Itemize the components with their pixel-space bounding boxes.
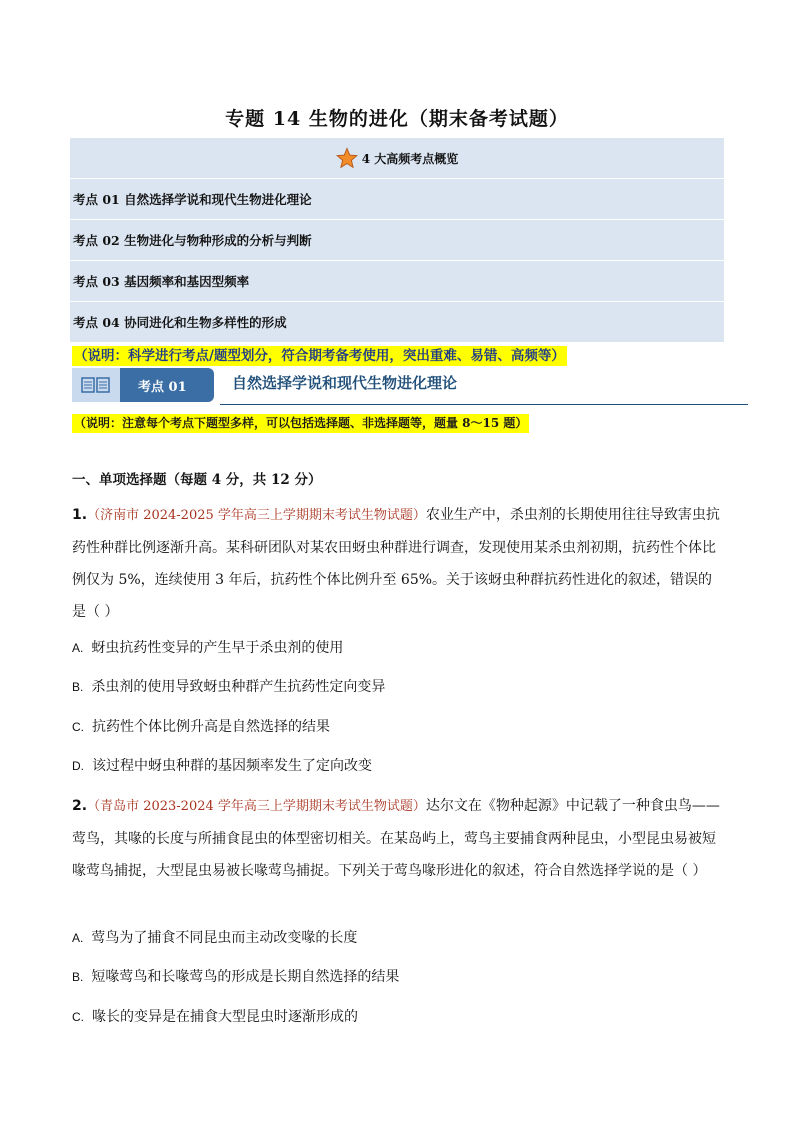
question-number: 1. bbox=[72, 507, 88, 523]
section-tab bbox=[72, 368, 214, 402]
option-letter: C. bbox=[72, 720, 84, 734]
overview-table bbox=[70, 138, 724, 343]
overview-header bbox=[70, 138, 724, 179]
question-stem: 农业生产中，杀虫剂的长期使用往往导致害虫抗药性种群比例逐渐升高。某科研团队对某农田蚜虫种群进行调查，发现使用某杀虫剂初期，抗药性个体比例仅为 5%，连续使用 3 年后，抗药性个体比例升至 65%。关于该蚜虫种群抗药性进化的叙述，错误的是（ ） bbox=[72, 507, 720, 620]
option-text: 抗药性个体比例升高是自然选择的结果 bbox=[92, 719, 330, 735]
option-letter: B. bbox=[72, 680, 84, 694]
question-source: （济南市 2024-2025 学年高三上学期期末考试生物试题） bbox=[87, 508, 426, 523]
option-letter: B. bbox=[72, 970, 84, 984]
overview-item-04: 考点 04 协同进化和生物多样性的形成 bbox=[70, 302, 724, 343]
option-text: 短喙莺鸟和长喙莺鸟的形成是长期自然选择的结果 bbox=[91, 969, 400, 985]
option-letter: D. bbox=[72, 759, 84, 773]
book-icon bbox=[72, 368, 120, 402]
star-icon bbox=[336, 147, 358, 169]
option-b bbox=[72, 967, 399, 987]
overview-header-label: 4 大高频考点概览 bbox=[361, 151, 459, 166]
option-text: 该过程中蚜虫种群的基因频率发生了定向改变 bbox=[92, 758, 372, 774]
explanation-note: （说明：科学进行考点/题型划分，符合期考备考使用，突出重难、易错、高频等） bbox=[74, 348, 565, 364]
section-header bbox=[72, 368, 748, 404]
option-d bbox=[72, 756, 372, 776]
option-b bbox=[72, 677, 385, 697]
question-type-note: （说明：注意每个考点下题型多样，可以包括选择题、非选择题等，题量 8～15 题） bbox=[72, 414, 529, 433]
section-tab-label: 考点 01 bbox=[138, 379, 187, 395]
option-letter: A. bbox=[72, 641, 84, 655]
part-heading: 一、单项选择题（每题 4 分，共 12 分） bbox=[72, 472, 322, 488]
page-title: 专题 14 生物的进化（期末备考试题） bbox=[225, 108, 569, 130]
overview-item-03: 考点 03 基因频率和基因型频率 bbox=[70, 261, 724, 302]
question-1 bbox=[72, 499, 724, 628]
option-text: 莺鸟为了捕食不同昆虫而主动改变喙的长度 bbox=[91, 930, 358, 946]
question-2 bbox=[72, 790, 724, 887]
question-number: 2. bbox=[72, 798, 88, 814]
option-c bbox=[72, 717, 330, 737]
overview-item-02: 考点 02 生物进化与物种形成的分析与判断 bbox=[70, 220, 724, 261]
section-title: 自然选择学说和现代生物进化理论 bbox=[232, 374, 458, 392]
option-a bbox=[72, 928, 357, 948]
section-divider bbox=[220, 404, 748, 405]
option-letter: C. bbox=[72, 1010, 84, 1024]
option-text: 杀虫剂的使用导致蚜虫种群产生抗药性定向变异 bbox=[91, 679, 386, 695]
question-stem: 达尔文在《物种起源》中记载了一种食虫鸟——莺鸟，其喙的长度与所捕食昆虫的体型密切相关。在某岛屿上，莺鸟主要捕食两种昆虫，小型昆虫易被短喙莺鸟捕捉，大型昆虫易被长喙莺鸟捕捉。下列关于莺鸟喙形进化的叙述，符合自然选择学说的是（ ） bbox=[72, 798, 720, 879]
question-source: （青岛市 2023-2024 学年高三上学期期末考试生物试题） bbox=[87, 799, 426, 814]
option-text: 蚜虫抗药性变异的产生早于杀虫剂的使用 bbox=[91, 640, 344, 656]
overview-item-01: 考点 01 自然选择学说和现代生物进化理论 bbox=[70, 179, 724, 220]
option-text: 喙长的变异是在捕食大型昆虫时逐渐形成的 bbox=[92, 1009, 358, 1025]
option-a bbox=[72, 638, 343, 658]
option-letter: A. bbox=[72, 931, 84, 945]
option-c bbox=[72, 1007, 358, 1027]
